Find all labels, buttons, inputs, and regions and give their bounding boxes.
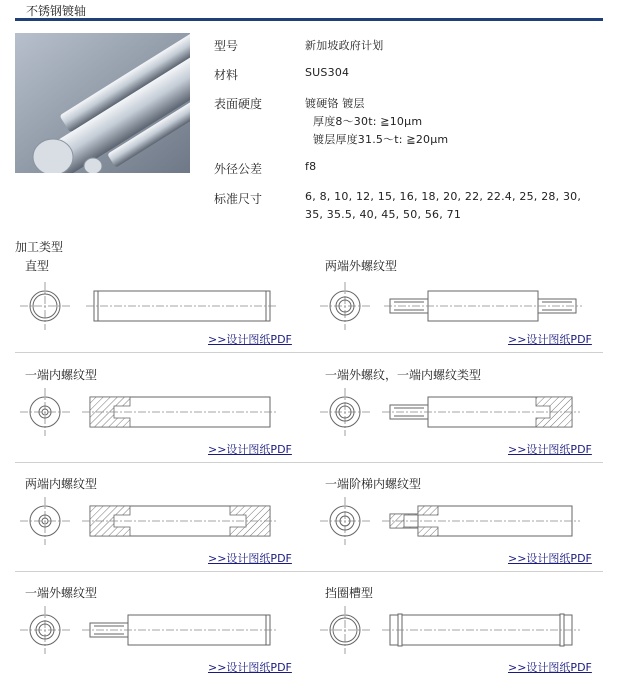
stepped-internal-thread-drawing <box>320 497 580 547</box>
pdf-link-both-end-internal[interactable]: >>设计图纸PDF <box>208 552 292 565</box>
row-divider-2 <box>15 462 603 463</box>
spec-value-model: 新加坡政府计划 <box>305 39 384 52</box>
spec-value-material: SUS304 <box>305 66 350 79</box>
page-title: 不锈钢镀轴 <box>26 4 87 18</box>
spec-label-sizes: 标准尺寸 <box>214 192 263 206</box>
spec-value-sizes-line2: 35, 35.5, 40, 45, 50, 56, 71 <box>305 208 462 221</box>
both-end-external-thread-drawing <box>320 280 580 330</box>
pdf-link-both-end-external[interactable]: >>设计图纸PDF <box>508 333 592 346</box>
type-title-one-end-internal: 一端内螺纹型 <box>25 368 98 382</box>
straight-shaft-drawing <box>20 280 280 330</box>
product-photo <box>15 33 190 173</box>
type-title-straight: 直型 <box>25 259 50 273</box>
type-title-both-end-external: 两端外螺纹型 <box>325 259 398 273</box>
spec-label-tolerance: 外径公差 <box>214 162 263 176</box>
pdf-link-retaining-groove[interactable]: >>设计图纸PDF <box>508 661 592 674</box>
both-end-internal-thread-drawing <box>20 497 280 547</box>
type-title-stepped-internal: 一端阶梯内螺纹型 <box>325 477 422 491</box>
pdf-link-one-end-internal[interactable]: >>设计图纸PDF <box>208 443 292 456</box>
spec-value-hardness-line2: 厚度8～30t: ≧10μm <box>313 115 423 128</box>
type-title-one-end-external: 一端外螺纹型 <box>25 586 98 600</box>
spec-label-model: 型号 <box>214 39 239 53</box>
type-title-mixed-thread: 一端外螺纹，一端内螺纹类型 <box>325 368 482 382</box>
one-end-external-thread-drawing <box>20 606 280 656</box>
pdf-link-straight[interactable]: >>设计图纸PDF <box>208 333 292 346</box>
spec-label-hardness: 表面硬度 <box>214 97 263 111</box>
pdf-link-stepped-internal[interactable]: >>设计图纸PDF <box>508 552 592 565</box>
type-title-retaining-groove: 挡圈槽型 <box>325 586 374 600</box>
spec-value-hardness-line3: 镀层厚度31.5～t: ≧20μm <box>313 133 449 146</box>
row-divider-1 <box>15 352 603 353</box>
retaining-ring-groove-drawing <box>320 606 580 656</box>
one-end-internal-thread-drawing <box>20 388 280 438</box>
title-divider <box>15 18 603 21</box>
spec-label-material: 材料 <box>214 68 239 82</box>
spec-value-tolerance: f8 <box>305 160 317 173</box>
pdf-link-mixed-thread[interactable]: >>设计图纸PDF <box>508 443 592 456</box>
pdf-link-one-end-external[interactable]: >>设计图纸PDF <box>208 661 292 674</box>
spec-value-sizes: 6, 8, 10, 12, 15, 16, 18, 20, 22, 22.4, 25, 28, 30, <box>305 190 582 203</box>
section-title: 加工类型 <box>15 240 64 254</box>
type-title-both-end-internal: 两端内螺纹型 <box>25 477 98 491</box>
row-divider-3 <box>15 571 603 572</box>
mixed-thread-drawing <box>320 388 580 438</box>
spec-value-hardness: 镀硬铬 镀层 <box>305 97 365 110</box>
